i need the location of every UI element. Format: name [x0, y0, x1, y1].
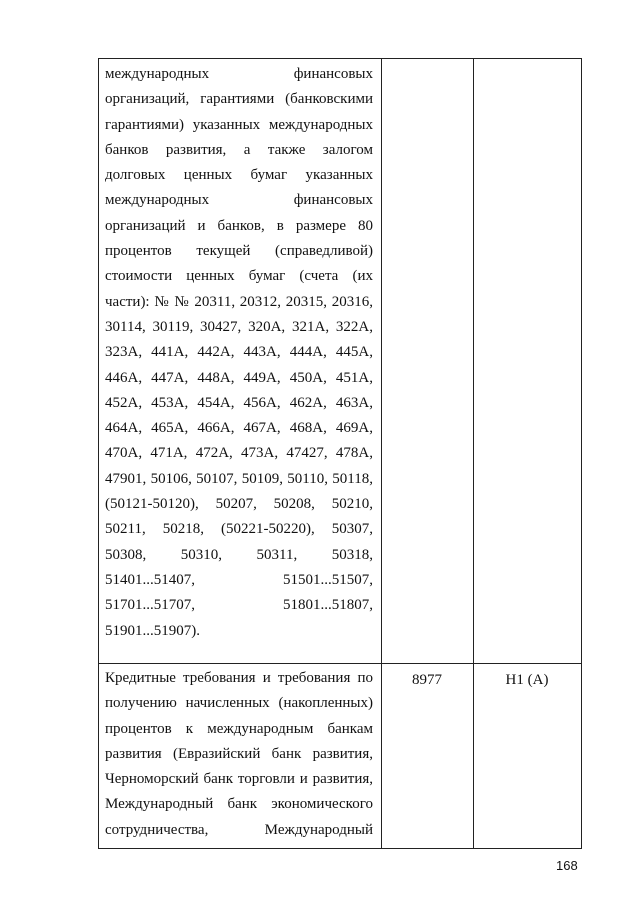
text-line: 446А, 447А, 448А, 449А, 450А, 451А,	[105, 369, 373, 386]
text-line: 51401...51407, 51501...51507,	[105, 571, 373, 588]
column-divider-2	[473, 59, 474, 848]
text-line: стоимости ценных бумаг (счета (их	[105, 268, 373, 285]
text-line: Кредитные требования и требования по	[105, 670, 373, 686]
row2-code: 8977	[412, 672, 442, 688]
text-line: международных финансовых	[105, 192, 373, 209]
row2-description	[105, 666, 373, 843]
text-line: Международный банк экономического	[105, 796, 373, 813]
text-line: 47901, 50106, 50107, 50109, 50110, 50118,	[105, 470, 373, 487]
row2-norm: Н1 (А)	[505, 672, 549, 688]
text-line: гарантиями) указанных международных	[105, 116, 373, 133]
document-table	[98, 58, 582, 849]
text-line: сотрудничества, Международный	[105, 821, 373, 838]
text-line: процентов текущей (справедливой)	[105, 243, 373, 260]
row-divider	[99, 663, 581, 664]
text-line: организаций и банков, в размере 80	[105, 217, 373, 234]
text-line: 50211, 50218, (50221-50220), 50307,	[105, 521, 373, 538]
text-line: организаций, гарантиями (банковскими	[105, 91, 373, 108]
text-line: Черноморский банк торговли и развития,	[105, 771, 373, 788]
text-line: международных финансовых	[105, 66, 373, 82]
text-line: долговых ценных бумаг указанных	[105, 167, 373, 184]
text-line: развития (Евразийский банк развития,	[105, 745, 373, 762]
text-line: 51901...51907).	[105, 622, 200, 639]
text-line: 51701...51707, 51801...51807,	[105, 597, 373, 614]
text-line: получению начисленных (накопленных)	[105, 695, 373, 712]
text-line: 470А, 471А, 472А, 473А, 47427, 478А,	[105, 445, 373, 462]
text-line: (50121-50120), 50207, 50208, 50210,	[105, 496, 373, 513]
text-line: 30114, 30119, 30427, 320А, 321А, 322А,	[105, 318, 373, 335]
text-line: банков развития, а также залогом	[105, 141, 373, 158]
column-divider-1	[381, 59, 382, 848]
row1-description	[105, 62, 373, 644]
text-line: 464А, 465А, 466А, 467А, 468А, 469А,	[105, 420, 373, 437]
page-number: 168	[556, 858, 578, 873]
text-line: 50308, 50310, 50311, 50318,	[105, 546, 373, 563]
text-line: 452А, 453А, 454А, 456А, 462А, 463А,	[105, 394, 373, 411]
text-line: части): № № 20311, 20312, 20315, 20316,	[105, 293, 373, 310]
text-line: 323А, 441А, 442А, 443А, 444А, 445А,	[105, 344, 373, 361]
text-line: процентов к международным банкам	[105, 720, 373, 737]
